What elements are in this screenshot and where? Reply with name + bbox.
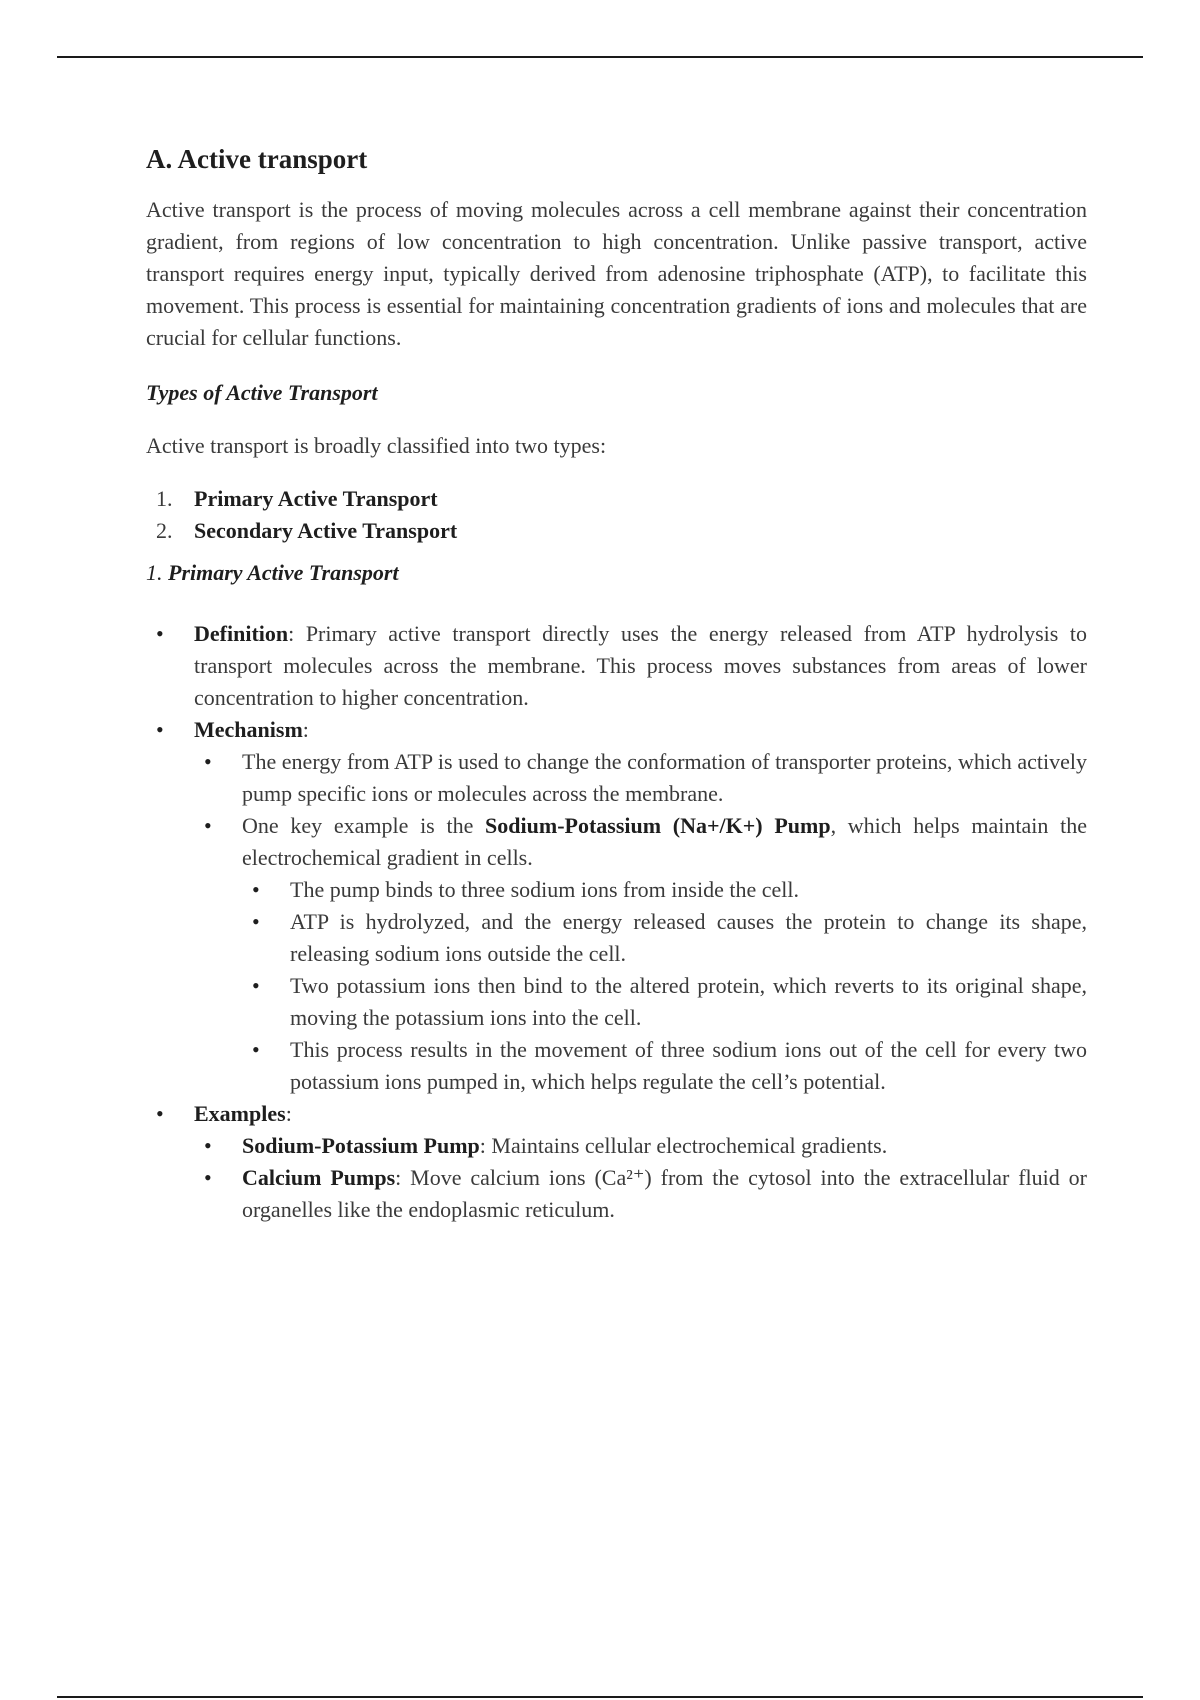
primary-heading	[146, 557, 1087, 589]
bullet-icon: •	[252, 973, 260, 998]
definition-label: Definition	[194, 621, 289, 646]
primary-heading-number: 1.	[146, 560, 163, 585]
example-post: , which helps maintain the electrochemical gradient in cells.	[242, 813, 1087, 870]
example-text: : Maintains cellular electrochemical gradients.	[479, 1133, 888, 1158]
bullet-icon: •	[252, 877, 260, 902]
bullet-icon: •	[204, 813, 212, 838]
bullet-icon: •	[156, 621, 164, 646]
pump-step-item	[242, 906, 1087, 970]
bullet-icon: •	[252, 909, 260, 934]
bullet-icon: •	[156, 1101, 164, 1126]
types-heading: Types of Active Transport	[146, 380, 378, 405]
definition-text: : Primary active transport directly uses the energy released from ATP hydrolysis to transport molecules across the membrane. This process moves substances from areas of lower concentration to higher concentration.	[194, 621, 1087, 710]
mechanism-label: Mechanism	[194, 717, 303, 742]
footer-rule	[57, 1696, 1143, 1698]
pump-step-text: The pump binds to three sodium ions from inside the cell.	[290, 877, 799, 902]
mechanism-list	[194, 746, 1087, 1098]
pump-step-text: This process results in the movement of three sodium ions out of the cell for every two potassium ions pumped in, which helps regulate the cell’s potential.	[290, 1037, 1087, 1094]
types-list	[146, 483, 1087, 547]
bullet-icon: •	[204, 1133, 212, 1158]
bullet-icon: •	[204, 1165, 212, 1190]
pump-step-item	[242, 874, 1087, 906]
definition-item	[146, 618, 1087, 714]
mechanism-list-item	[194, 810, 1087, 1098]
types-lead: Active transport is broadly classified into two types:	[146, 433, 607, 458]
primary-heading-text: Primary Active Transport	[168, 560, 399, 585]
example-text: : Move calcium ions (Ca²⁺) from the cytosol into the extracellular fluid or organelles like the endoplasmic reticulum.	[242, 1165, 1087, 1222]
example-label: Sodium-Potassium Pump	[242, 1133, 480, 1158]
mechanism-item	[146, 714, 1087, 1098]
examples-colon: :	[285, 1101, 292, 1126]
header-rule	[57, 56, 1143, 58]
examples-list	[194, 1130, 1087, 1226]
pump-step-text: Two potassium ions then bind to the altered protein, which reverts to its original shape, moving the potassium ions into the cell.	[290, 973, 1087, 1030]
list-number: 2.	[156, 518, 173, 543]
mechanism-text: The energy from ATP is used to change the conformation of transporter proteins, which actively pump specific ions or molecules across the membrane.	[242, 749, 1087, 806]
list-number: 1.	[156, 486, 173, 511]
section-heading: A. Active transport	[146, 144, 368, 174]
document-body	[146, 140, 1087, 1226]
example-label: Calcium Pumps	[242, 1165, 396, 1190]
example-bold: Sodium-Potassium (Na+/K+) Pump	[485, 813, 831, 838]
pump-step-item	[242, 970, 1087, 1034]
example-pre: One key example is the	[242, 813, 486, 838]
examples-label: Examples	[194, 1101, 286, 1126]
types-list-item	[146, 483, 1087, 515]
example-list-item	[194, 1130, 1087, 1162]
bullet-icon: •	[156, 717, 164, 742]
examples-item	[146, 1098, 1087, 1226]
primary-details-list	[146, 618, 1087, 1226]
pump-step-item	[242, 1034, 1087, 1098]
pump-steps-list	[242, 874, 1087, 1098]
intro-paragraph: Active transport is the process of moving molecules across a cell membrane against their concentration gradient, from regions of low concentration to high concentration. Unlike passive transport, active transport requires energy input, typically derived from adenosine triphosphate (ATP), to facilitate this movement. This process is essential for maintaining concentration gradients of ions and molecules that are crucial for cellular functions.	[146, 197, 1087, 350]
pump-step-text: ATP is hydrolyzed, and the energy released causes the protein to change its shape, releasing sodium ions outside the cell.	[290, 909, 1087, 966]
types-list-label: Primary Active Transport	[194, 486, 438, 511]
types-list-label: Secondary Active Transport	[194, 518, 458, 543]
mechanism-colon: :	[302, 717, 309, 742]
bullet-icon: •	[252, 1037, 260, 1062]
mechanism-list-item	[194, 746, 1087, 810]
bullet-icon: •	[204, 749, 212, 774]
types-list-item	[146, 515, 1087, 547]
example-list-item	[194, 1162, 1087, 1226]
